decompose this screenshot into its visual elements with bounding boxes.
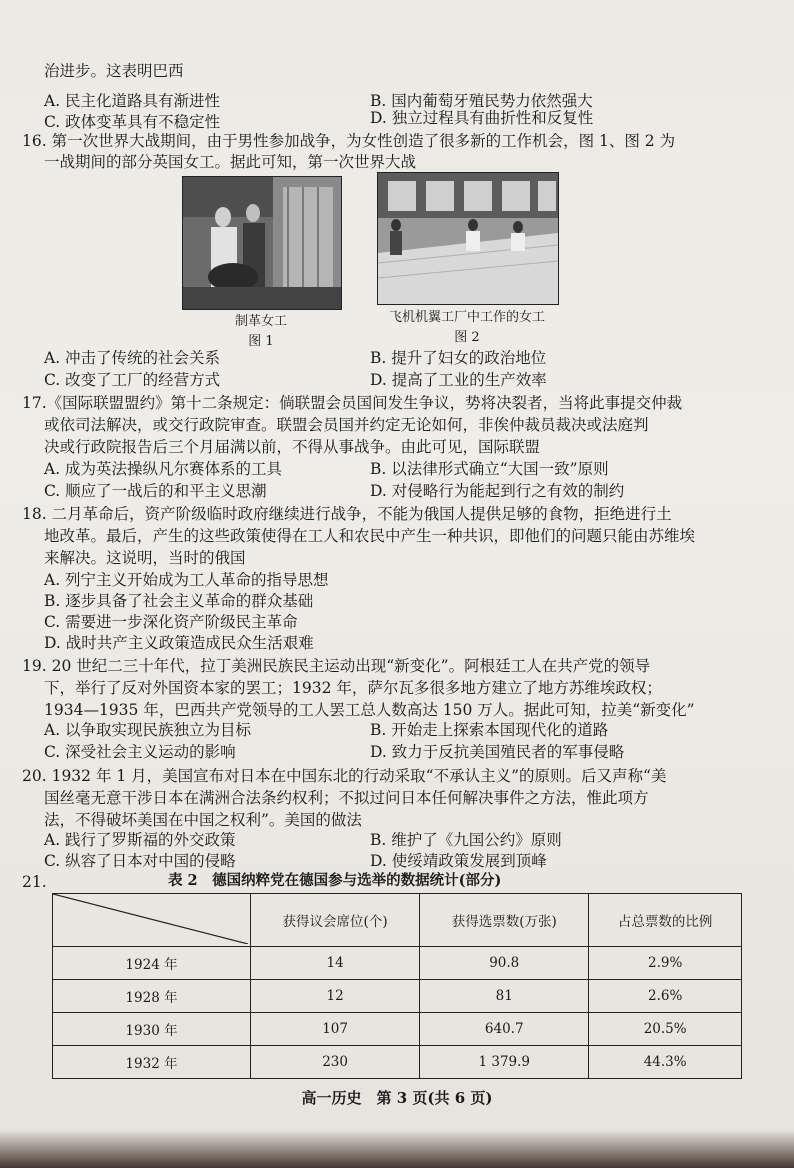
q20-option-c: C. 纵容了日本对中国的侵略	[44, 852, 236, 870]
row-year: 1924 年	[53, 947, 251, 980]
q15-option-c: C. 政体变革具有不稳定性	[44, 113, 221, 131]
q18-option-c: C. 需要进一步深化资产阶级民主革命	[44, 613, 298, 631]
row-year: 1932 年	[53, 1046, 251, 1079]
row-votes: 640.7	[420, 1013, 589, 1046]
row-pct: 20.5%	[589, 1013, 742, 1046]
q20-option-b: B. 维护了《九国公约》原则	[370, 831, 562, 849]
row-votes: 81	[420, 980, 589, 1013]
q17-option-a: A. 成为英法操纵凡尔赛体系的工具	[44, 460, 283, 478]
header-seats: 获得议会席位(个)	[251, 894, 420, 947]
q18-stem-line3: 来解决。这说明，当时的俄国	[44, 549, 246, 567]
figure-1-photo	[182, 176, 342, 310]
q20-option-d: D. 使绥靖政策发展到顶峰	[370, 852, 547, 870]
q15-option-d: D. 独立过程具有曲折性和反复性	[370, 109, 594, 127]
q17-option-d: D. 对侵略行为能起到行之有效的制约	[370, 482, 625, 500]
row-seats: 14	[251, 947, 420, 980]
row-pct: 44.3%	[589, 1046, 742, 1079]
q17-stem-line2: 或依司法解决，或交行政院审查。联盟会员国并约定无论如何，非俟仲裁员裁决或法庭判	[44, 416, 649, 434]
q20-stem-line3: 法，不得破坏美国在中国之权利”。美国的做法	[44, 811, 362, 829]
q18-option-d: D. 战时共产主义政策造成民众生活艰难	[44, 634, 314, 652]
q19-stem-line2: 下，举行了反对外国资本家的罢工；1932 年，萨尔瓦多很多地方建立了地方苏维埃政权；	[44, 679, 662, 697]
row-pct: 2.6%	[589, 980, 742, 1013]
q19-option-a: A. 以争取实现民族独立为目标	[44, 721, 252, 739]
bottom-shadow	[0, 1130, 794, 1168]
table-row	[53, 980, 742, 1013]
q17-option-c: C. 顺应了一战后的和平主义思潮	[44, 482, 267, 500]
q16-option-c: C. 改变了工厂的经营方式	[44, 371, 221, 389]
q16-option-a: A. 冲击了传统的社会关系	[44, 349, 221, 367]
row-year: 1930 年	[53, 1013, 251, 1046]
q16-stem-line1: 16. 第一次世界大战期间，由于男性参加战争，为女性创造了很多新的工作机会，图 1、图 2 为	[22, 132, 676, 150]
q20-option-a: A. 践行了罗斯福的外交政策	[44, 831, 236, 849]
page-footer: 高一历史 第 3 页(共 6 页)	[301, 1089, 493, 1107]
diagonal-divider	[53, 894, 248, 944]
q18-stem-line2: 地改革。最后，产生的这些政策使得在工人和农民中产生一种共识，即他们的问题只能由苏维埃	[44, 527, 696, 545]
q17-stem-line3: 决或行政院报告后三个月届满以前，不得从事战争。由此可见，国际联盟	[44, 438, 541, 456]
aircraft-wing-factory-image	[378, 173, 558, 304]
q19-option-c: C. 深受社会主义运动的影响	[44, 743, 236, 761]
header-percentage: 占总票数的比例	[589, 894, 742, 947]
q20-stem-line1: 20. 1932 年 1 月，美国宣布对日本在中国东北的行动采取“不承认主义”的原则。后又声称“美	[22, 767, 667, 785]
q19-option-d: D. 致力于反抗美国殖民者的军事侵略	[370, 743, 625, 761]
header-votes: 获得选票数(万张)	[420, 894, 589, 947]
table-header-row	[53, 894, 742, 947]
q15-stem-end: 治进步。这表明巴西	[44, 62, 184, 80]
q18-stem-line1: 18. 二月革命后，资产阶级临时政府继续进行战争，不能为俄国人提供足够的食物，拒绝进行土	[22, 505, 672, 523]
q18-option-a: A. 列宁主义开始成为工人革命的指导思想	[44, 571, 329, 589]
tannery-workers-image	[183, 177, 341, 309]
q19-stem-line1: 19. 20 世纪二三十年代，拉丁美洲民族民主运动出现“新变化”。阿根廷工人在共产党的领导	[22, 657, 651, 675]
figure-2-photo	[377, 172, 559, 305]
q19-stem-line3: 1934—1935 年，巴西共产党领导的工人罢工总人数高达 150 万人。据此可知，拉美“新变化”	[44, 701, 695, 719]
q15-option-b: B. 国内葡萄牙殖民势力依然强大	[370, 92, 593, 110]
q19-option-b: B. 开始走上探索本国现代化的道路	[370, 721, 609, 739]
row-year: 1928 年	[53, 980, 251, 1013]
q16-stem-line2: 一战期间的部分英国女工。据此可知，第一次世界大战	[44, 153, 417, 171]
row-seats: 12	[251, 980, 420, 1013]
table-corner-cell	[53, 894, 251, 947]
figure-1-label: 图 1	[248, 334, 274, 349]
table-row	[53, 1013, 742, 1046]
table-row	[53, 1046, 742, 1079]
row-pct: 2.9%	[589, 947, 742, 980]
q15-option-a: A. 民主化道路具有渐进性	[44, 92, 221, 110]
q16-option-b: B. 提升了妇女的政治地位	[370, 349, 547, 367]
table-2-title: 表 2 德国纳粹党在德国参与选举的数据统计(部分)	[168, 872, 502, 889]
q16-option-d: D. 提高了工业的生产效率	[370, 371, 547, 389]
row-votes: 1 379.9	[420, 1046, 589, 1079]
row-votes: 90.8	[420, 947, 589, 980]
q21-number: 21.	[22, 873, 47, 891]
q17-stem-line1: 17.《国际联盟盟约》第十二条规定：倘联盟会员国间发生争议，势将决裂者，当将此事提交仲裁	[22, 394, 683, 412]
row-seats: 230	[251, 1046, 420, 1079]
figure-1-caption: 制革女工	[234, 314, 287, 329]
nazi-election-table	[52, 893, 742, 1079]
row-seats: 107	[251, 1013, 420, 1046]
q18-option-b: B. 逐步具备了社会主义革命的群众基础	[44, 592, 314, 610]
table-row	[53, 947, 742, 980]
q20-stem-line2: 国丝毫无意干涉日本在满洲合法条约权利；不拟过问日本任何解决事件之方法，惟此项方	[44, 789, 649, 807]
figure-2-caption: 飞机机翼工厂中工作的女工	[388, 310, 545, 325]
figure-2-label: 图 2	[454, 330, 480, 345]
q17-option-b: B. 以法律形式确立“大国一致”原则	[370, 460, 609, 478]
